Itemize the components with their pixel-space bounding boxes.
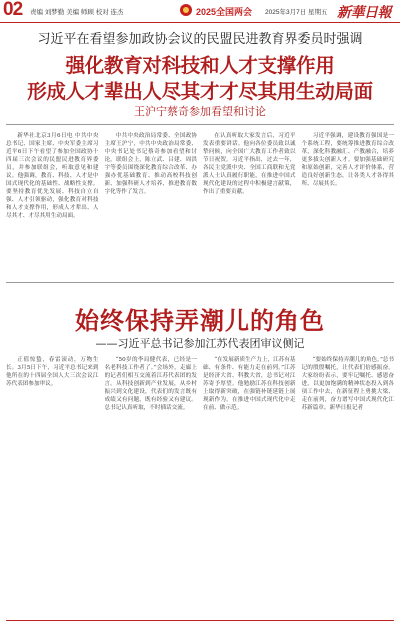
article1-paragraph: 在认真听取大家发言后，习近平发表重要讲话。他向各位委员致以诚挚问候，向全国广大教育工作者致以节日祝贺。习近平指出，过去一年，各民主党派中央、全国工商联和无党派人士认真履行职能，在推进中国式现代化建设的过程中积极建言献策，作出了重要贡献。 — [203, 133, 296, 196]
article1-column — [203, 132, 296, 270]
page-number: 02 — [3, 0, 23, 20]
article2-headline: 始终保持弄潮儿的角色 — [75, 307, 325, 335]
masthead-logo: 新華日報 — [337, 5, 391, 21]
article1-kicker: 习近平在看望参加政协会议的民盟民进教育界委员时强调 — [37, 32, 363, 47]
article2-column — [203, 356, 296, 618]
section-title: 2025全国两会 — [196, 7, 253, 17]
article2-body — [6, 356, 394, 618]
footer-rule — [6, 620, 394, 621]
article1-paragraph: 中共中央政治局常委、全国政协主席王沪宁，中共中央政治局常委、中央书记处书记蔡奇参加看望和讨论。联组会上，陈立武、吕建、周洪宇等委员围绕深化教育综合改革、办强办优基础教育、推动高校科技创新、加强科研人才培养、推进教育数字化等作了发言。 — [104, 133, 197, 196]
article2-subhead: ——习近平总书记参加江苏代表团审议侧记 — [95, 337, 305, 350]
article2-column — [6, 356, 99, 618]
article2-paragraph: “在发展新质生产力上，江苏有基础、有条件、有能力走在前列。”江苏是经济大省、科教大省，总书记对江苏寄予厚望。他勉励江苏在科技创新上取得新突破，在强链补链延链上展现新作为，在推进中国式现代化中走在前、做示范。 — [203, 357, 296, 412]
divider — [6, 282, 394, 283]
article1-column — [105, 132, 198, 270]
article2-paragraph: “要始终保持弄潮儿的角色。”总书记的殷殷嘱托，让代表们倍感振奋。大家纷纷表示，要牢记嘱托、感恩奋进，以更加饱满的精神状态投入到各项工作中去，在新征程上勇挑大梁、走在前列，奋力谱写中国式现代化江苏新篇章。新华日报记者 — [301, 357, 394, 412]
party-emblem-icon — [180, 4, 192, 16]
editors-credit: 责编 刘梦勤 美编 师顾 校对 连杰 — [30, 9, 124, 16]
article2-column — [302, 356, 395, 618]
article2-paragraph: “50岁的李局健代表，已经是一名老科技工作者了。”会场外，走廊上的记者们相互交流着江苏代表团的发言。从科技创新到产业发展，从乡村振兴到文化建设，代表们的发言既有成绩又有问题，既有经验又有建议。总书记认真听取，不时插话交流。 — [104, 357, 197, 412]
article1-byline: 王沪宁蔡奇参加看望和讨论 — [134, 105, 266, 118]
article1-headline-line1: 强化教育对科技和人才支撑作用 — [65, 54, 335, 77]
issue-date: 2025年3月7日 星期五 — [265, 9, 328, 16]
article2-column — [105, 356, 198, 618]
article1-paragraph: 习近平强调，建设教育强国是一个系统工程，要统筹推进教育综合改革，深化科教融汇、产教融合，培养更多拔尖创新人才。要加强基础研究和原始创新，完善人才评价体系，营造良好创新生态，让各类人才各得其所、尽展其长。 — [301, 133, 394, 188]
article1-column — [302, 132, 395, 270]
divider — [6, 124, 394, 125]
page-header — [0, 0, 400, 23]
article1-body — [6, 132, 394, 270]
article1-column — [6, 132, 99, 270]
article2-paragraph: 正值惊蛰，春雷滚动，万物生长。3月5日下午，习近平总书记来到他所在的十四届全国人大三次会议江苏代表团参加审议。 — [6, 357, 99, 388]
article1-paragraph: 新华社北京3月6日电 中共中央总书记、国家主席、中央军委主席习近平6日下午看望了参加全国政协十四届三次会议的民盟民进教育界委员，并参加联组会，听取意见和建议。他强调，教育、科技、人才是中国式现代化的基础性、战略性支撑。要坚持教育优先发展、科技自立自强、人才引领驱动，强化教育对科技和人才支撑作用，形成人才辈出、人尽其才、才尽其用生动局面。 — [6, 133, 99, 220]
article1-headline-line2: 形成人才辈出人尽其才才尽其用生动局面 — [27, 80, 373, 103]
